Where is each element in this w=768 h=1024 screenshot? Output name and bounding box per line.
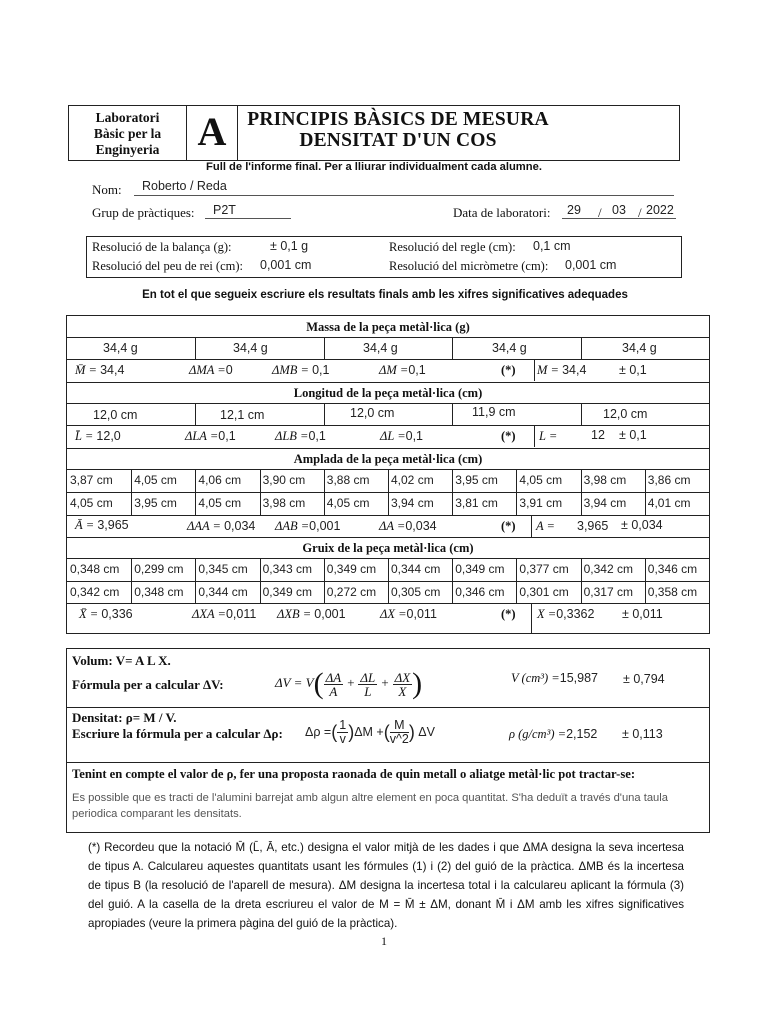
gruix-cell: 0,348 cm [70, 562, 120, 576]
gruix-cell: 0,377 cm [519, 562, 569, 576]
rule [581, 337, 582, 359]
grup-underline [205, 218, 291, 219]
frac-1v-den: v [339, 732, 346, 746]
amplada-db-value: 0,001 [309, 519, 341, 533]
massa-value: 34,4 g [233, 341, 268, 355]
frac-x-num: ΔX [394, 669, 411, 685]
massa-title: Massa de la peça metàl·lica (g) [306, 320, 470, 334]
res-peu-label: Resolució del peu de rei (cm): [92, 259, 243, 273]
rule [195, 337, 196, 359]
massa-res-value: 34,4 [562, 363, 587, 377]
longitud-value: 12,1 cm [220, 408, 265, 422]
amplada-dt-label: ΔA = [379, 519, 406, 533]
amplada-res-label: A = [536, 519, 555, 533]
amplada-mean-label: Ā = [75, 518, 95, 532]
longitud-db-value: 0,1 [308, 429, 326, 443]
massa-value: 34,4 g [363, 341, 398, 355]
rule [534, 425, 535, 447]
proposta-answer-line2: periodica comparant les densitats. [72, 808, 242, 820]
amplada-cell: 4,05 cm [326, 496, 370, 510]
date-sep1: / [598, 205, 602, 220]
nom-label: Nom: [92, 182, 122, 197]
date-year: 2022 [646, 203, 674, 217]
report-subtitle: Full de l'informe final. Per a lliurar individualment cada alumne. [206, 161, 542, 173]
amplada-delta-total [379, 519, 437, 534]
frac-l-den: L [364, 683, 372, 699]
rule [534, 359, 535, 381]
rule [67, 762, 709, 763]
amplada-da-value: 0,034 [224, 519, 256, 533]
frac-mv2 [390, 719, 409, 746]
amplada-uncertainty: ± 0,034 [621, 518, 663, 532]
rule [67, 359, 709, 360]
massa-star: (*) [501, 363, 516, 377]
res-micro-label: Resolució del micròmetre (cm): [389, 259, 549, 273]
gruix-dt-label: ΔX = [380, 607, 407, 621]
gruix-cell: 0,345 cm [198, 562, 248, 576]
densitat-label: Densitat: ρ= M / V. [72, 710, 177, 725]
date-month: 03 [612, 203, 626, 217]
lab-name-line1: Laboratori [95, 110, 160, 125]
volum-label: Volum: V= A L X. [72, 653, 171, 668]
gruix-title: Gruix de la peça metàl·lica (cm) [302, 541, 474, 555]
amplada-cell: 4,05 cm [134, 473, 177, 487]
massa-delta-b [272, 363, 329, 378]
frac-l [358, 671, 377, 698]
longitud-value: 11,9 cm [472, 405, 516, 419]
rule [531, 603, 532, 633]
rule [67, 707, 709, 708]
report-header [68, 105, 680, 161]
amplada-cell: 3,98 cm [262, 496, 306, 510]
gruix-db-label: ΔXB = [277, 607, 312, 621]
frac-l-num: ΔL [360, 669, 376, 685]
rule [67, 425, 709, 426]
volum-formula-label: Fórmula per a calcular ΔV: [72, 677, 224, 692]
massa-da-label: ΔMA = [189, 363, 226, 377]
amplada-cell: 4,05 cm [70, 496, 113, 510]
amplada-delta-a [187, 519, 255, 534]
longitud-result [539, 429, 557, 444]
gruix-db-value: 0,001 [314, 607, 346, 621]
res-micro-value: 0,001 cm [565, 258, 617, 272]
massa-value: 34,4 g [492, 341, 527, 355]
amplada-mean-value: 3,965 [97, 518, 129, 532]
amplada-cell: 4,06 cm [198, 473, 242, 487]
densitat-res-label: ρ (g/cm³) = [509, 727, 567, 741]
lab-name-line2: Bàsic per la [93, 126, 162, 141]
rule [452, 337, 453, 359]
longitud-mean-value: 12,0 [96, 429, 121, 443]
gruix-uncertainty: ± 0,011 [622, 607, 663, 621]
gruix-da-value: 0,011 [225, 607, 257, 621]
lab-name [69, 106, 187, 160]
data-underline [562, 218, 676, 219]
gruix-cell: 0,305 cm [391, 584, 441, 599]
date-day: 29 [567, 203, 581, 217]
longitud-value: 12,0 cm [93, 408, 138, 422]
page-number: 1 [381, 934, 387, 948]
volum-formula: ΔV = V( $\frac{\Delta A}{A}$ + $\frac{\Delta L}{L}$ + $\frac{\Delta X}{X}$ ) [275, 667, 423, 700]
amplada-cell: 4,05 cm [519, 473, 563, 487]
longitud-delta-a [185, 429, 236, 444]
gruix-da-label: ΔXA = [192, 607, 226, 621]
densitat-res-value: 2,152 [566, 727, 598, 741]
gruix-cell: 0,346 cm [455, 584, 505, 599]
gruix-cell: 0,301 cm [519, 584, 569, 599]
gruix-cell: 0,343 cm [262, 562, 312, 576]
massa-mean [75, 363, 124, 378]
section-letter: A [187, 106, 238, 160]
longitud-result-value: 12 [591, 428, 605, 442]
frac-a [324, 671, 344, 698]
gruix-dt-value: 0,011 [406, 607, 437, 621]
gruix-cell: 0,317 cm [583, 584, 633, 599]
amplada-cell: 3,94 cm [583, 496, 627, 510]
amplada-cell: 3,87 cm [70, 473, 113, 487]
gruix-delta-total [380, 607, 437, 622]
densitat-result [509, 727, 597, 742]
gruix-cell: 0,342 cm [583, 562, 633, 576]
rule [324, 337, 325, 359]
longitud-res-label: L = [539, 429, 558, 443]
amplada-cell: 4,02 cm [391, 473, 434, 487]
amplada-result [536, 519, 555, 534]
proposta-question: Tenint en compte el valor de ρ, fer una proposta raonada de quin metall o aliatge metàl·lic pot tractar-se: [72, 767, 636, 781]
massa-res-label: M = [537, 363, 559, 377]
massa-mean-label: M̄ = [75, 363, 97, 377]
rule [67, 515, 709, 516]
frac-1v [337, 719, 348, 746]
amplada-cell: 3,95 cm [134, 496, 177, 510]
gruix-result [537, 607, 594, 622]
massa-da-value: 0 [225, 363, 233, 377]
frac-x-den: X [398, 683, 407, 699]
densitat-formula-label: Escriure la fórmula per a calcular Δρ: [72, 726, 283, 741]
nom-underline [134, 195, 674, 196]
date-sep2: / [638, 205, 642, 220]
longitud-delta-total [380, 429, 423, 444]
longitud-title: Longitud de la peça metàl·lica (cm) [293, 386, 483, 400]
massa-db-value: 0,1 [312, 363, 330, 377]
grid-divider [67, 492, 709, 493]
gruix-res-value: 0,3362 [556, 607, 595, 621]
res-regle-label: Resolució del regle (cm): [389, 240, 516, 254]
report-title [237, 109, 559, 151]
gruix-cell: 0,344 cm [198, 584, 248, 599]
rule [67, 603, 709, 604]
massa-uncertainty: ± 0,1 [619, 363, 647, 377]
rule [452, 403, 453, 425]
nom-value: Roberto / Reda [142, 179, 227, 193]
longitud-delta-b [275, 429, 326, 444]
massa-dt-label: ΔM = [379, 363, 409, 377]
gruix-cell: 0,349 cm [455, 562, 505, 576]
amplada-cell: 3,94 cm [391, 496, 434, 510]
volum-result [511, 671, 598, 686]
title-line1: PRINCIPIS BÀSICS DE MESURA [247, 109, 549, 130]
amplada-db-label: ΔAB = [275, 519, 310, 533]
frac-x [393, 671, 413, 698]
amplada-star: (*) [501, 519, 516, 533]
densitat-uncertainty: ± 0,113 [622, 727, 663, 741]
longitud-db-label: ΔLB = [275, 429, 309, 443]
gruix-cell: 0,349 cm [262, 584, 312, 599]
amplada-cell: 3,95 cm [455, 473, 498, 487]
volum-res-value: 15,987 [559, 671, 598, 685]
rule [67, 448, 709, 449]
gruix-mean-value: 0,336 [101, 607, 133, 621]
grup-label: Grup de pràctiques: [92, 205, 195, 220]
longitud-da-label: ΔLA = [185, 429, 219, 443]
longitud-uncertainty: ± 0,1 [619, 428, 647, 442]
densitat-formula: Δρ =( $\frac{1}{v}$ )ΔM +( $\frac{M}{v\^{}2}$ ) ΔV [305, 718, 435, 746]
gruix-mean [79, 607, 133, 622]
longitud-dt-value: 0,1 [405, 429, 424, 443]
amplada-dt-value: 0,034 [405, 519, 437, 533]
frac-mv2-den: v^2 [389, 732, 409, 746]
gruix-delta-a [192, 607, 256, 622]
instruction-note: En tot el que segueix escriure els resultats finals amb les xifres significatives adequades [142, 289, 628, 301]
res-balanca-value: ± 0,1 g [270, 239, 309, 253]
densitat-formula-mid: ΔM + [354, 724, 384, 739]
amplada-cell: 4,05 cm [198, 496, 242, 510]
gruix-cell: 0,272 cm [326, 584, 377, 599]
amplada-title: Amplada de la peça metàl·lica (cm) [293, 452, 483, 466]
amplada-cell: 3,86 cm [647, 473, 691, 487]
amplada-mean [75, 518, 129, 533]
rule [67, 382, 709, 383]
massa-delta-total [379, 363, 426, 378]
amplada-cell: 3,91 cm [519, 496, 563, 510]
massa-result [537, 363, 586, 378]
rule [67, 403, 709, 404]
longitud-mean [75, 429, 121, 444]
longitud-da-value: 0,1 [218, 429, 236, 443]
amplada-cell: 3,98 cm [583, 473, 627, 487]
gruix-cell: 0,349 cm [326, 562, 377, 576]
grup-value: P2T [213, 203, 236, 217]
volum-uncertainty: ± 0,794 [623, 672, 665, 686]
grid-divider [67, 581, 709, 582]
rule [531, 515, 532, 537]
lab-name-line3: Enginyeria [95, 142, 160, 157]
longitud-mean-label: L̄ = [75, 429, 94, 443]
gruix-cell: 0,344 cm [391, 562, 441, 576]
rule [67, 537, 709, 538]
volum-formula-lhs: ΔV = V [275, 674, 314, 690]
amplada-cell: 4,01 cm [647, 496, 691, 510]
resolutions-box [86, 236, 682, 278]
amplada-cell: 3,88 cm [326, 473, 370, 487]
massa-db-label: ΔMB = [272, 363, 309, 377]
res-peu-value: 0,001 cm [260, 258, 312, 272]
gruix-res-label: X = [537, 607, 557, 621]
res-balanca-label: Resolució de la balança (g): [92, 240, 232, 254]
longitud-dt-label: ΔL = [380, 429, 406, 443]
data-label: Data de laboratori: [453, 205, 551, 220]
longitud-value: 12,0 cm [350, 406, 395, 420]
longitud-star: (*) [501, 429, 516, 443]
footnote: (*) Recordeu que la notació M̄ (L̄, Ā, etc.) designa el valor mitjà de les dades i que ΔMA designa la seva incertesa de tipus A. Calculareu aquestes quantitats usant les fórmules (1) i (2) del guió de la pràctica. ΔMB és la incertesa de tipus B (la resolució de l'aparell de mesura). ΔM designa la incertesa total i la calculareu aplicant la fórmula (3) del guió. A la casella de la dreta escriureu el valor de M = M̄ ± ΔM, donant M̄ i ΔM amb les xifres significatives apropiades (veure la primera pàgina del guió de la pràctica). [88, 841, 684, 930]
longitud-value: 12,0 cm [603, 407, 648, 421]
rule [67, 337, 709, 338]
massa-mean-value: 34,4 [100, 363, 125, 377]
amplada-cell: 3,90 cm [262, 473, 306, 487]
densitat-formula-lhs: Δρ = [305, 724, 332, 739]
rule [195, 403, 196, 425]
massa-dt-value: 0,1 [408, 363, 426, 377]
frac-mv2-num: M [390, 719, 409, 733]
massa-value: 34,4 g [103, 341, 138, 355]
rule [324, 403, 325, 425]
amplada-da-label: ΔAA = [187, 519, 221, 533]
gruix-cell: 0,348 cm [134, 584, 184, 599]
amplada-cell: 3,81 cm [455, 496, 498, 510]
gruix-cell: 0,342 cm [70, 584, 120, 599]
res-regle-value: 0,1 cm [533, 239, 571, 253]
title-line2: DENSITAT D'UN COS [299, 130, 497, 151]
proposta-answer-line1: Es possible que es tracti de l'alumini barrejat amb algun altre element en poca quantitat. S'ha deduït a través d'una taula [72, 792, 668, 804]
rule [581, 403, 582, 425]
gruix-star: (*) [501, 607, 516, 621]
gruix-cell: 0,346 cm [647, 562, 698, 576]
measurements-table [66, 315, 710, 634]
gruix-delta-b [277, 607, 346, 622]
volum-res-label: V (cm³) = [511, 671, 560, 685]
massa-delta-a [189, 363, 233, 378]
massa-value: 34,4 g [622, 341, 657, 355]
gruix-cell: 0,358 cm [647, 584, 698, 599]
frac-1v-num: 1 [339, 718, 347, 732]
gruix-mean-label: X̄ = [79, 607, 99, 621]
frac-a-num: ΔA [325, 669, 342, 685]
frac-a-den: A [329, 683, 338, 699]
amplada-result-value: 3,965 [577, 519, 609, 533]
gruix-cell: 0,299 cm [134, 562, 184, 576]
results-box [66, 648, 710, 833]
densitat-formula-end: ΔV [418, 724, 435, 739]
amplada-delta-b [275, 519, 340, 534]
